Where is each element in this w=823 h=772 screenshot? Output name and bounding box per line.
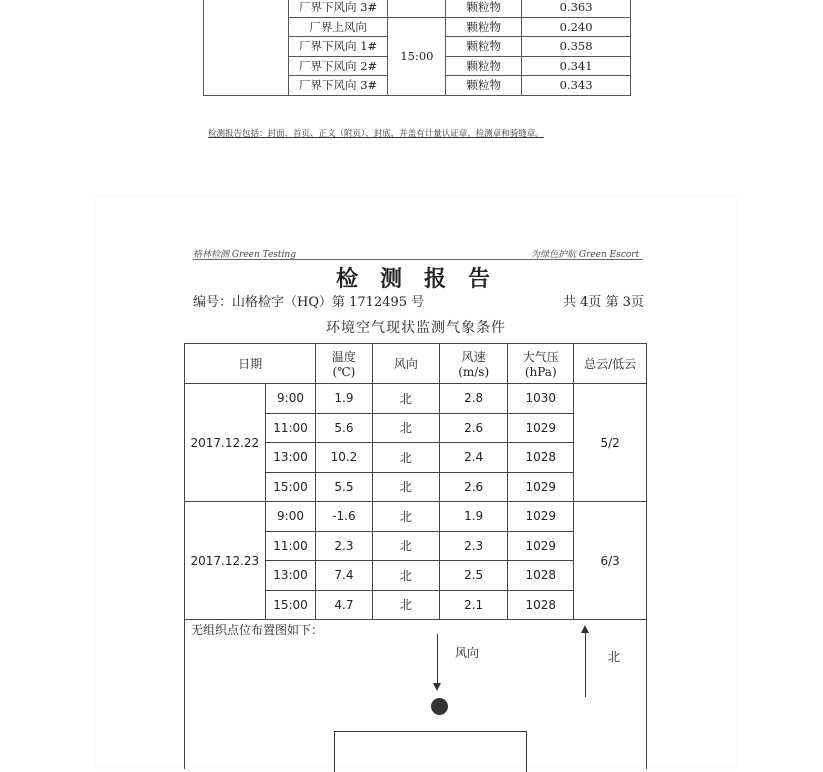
date-cell: 2017.12.23: [185, 502, 266, 620]
speed-cell: 2.5: [440, 561, 508, 591]
cloud-cell: 5/2: [574, 384, 647, 502]
time-cell: 9:00: [265, 502, 316, 532]
table-row: [185, 384, 647, 414]
header-left: 格林检测 Green Testing: [193, 250, 296, 260]
date-cell: 2017.12.22: [185, 384, 266, 502]
speed-cell: 2.8: [440, 384, 508, 414]
dir-cell: 北: [372, 502, 440, 532]
wind-arrow-head-icon: [433, 683, 441, 691]
pressure-cell: 1029: [508, 531, 574, 561]
header-pressure: [508, 344, 574, 384]
pressure-cell: 1029: [508, 413, 574, 443]
time-cell: [388, 0, 446, 17]
time-cell: 11:00: [265, 413, 316, 443]
temp-cell: 1.9: [316, 384, 372, 414]
site-cell: 厂界下风向 2#: [288, 56, 388, 76]
item-cell: 颗粒物: [446, 0, 522, 17]
item-cell: 颗粒物: [446, 76, 522, 96]
dir-cell: 北: [372, 561, 440, 591]
value-cell: 0.363: [522, 0, 631, 17]
item-cell: 颗粒物: [446, 17, 522, 37]
previous-page-fragment: [0, 0, 823, 200]
value-cell: 0.343: [522, 76, 631, 96]
pressure-cell: 1030: [508, 384, 574, 414]
blank-cell: [204, 0, 289, 95]
site-cell: 厂界下风向 3#: [288, 0, 388, 17]
value-cell: 0.240: [522, 17, 631, 37]
site-cell: 厂界上风向: [288, 17, 388, 37]
dir-cell: 北: [372, 590, 440, 620]
temp-cell: 7.4: [316, 561, 372, 591]
pressure-cell: 1028: [508, 443, 574, 473]
time-cell: 13:00: [265, 561, 316, 591]
temp-cell: 5.5: [316, 472, 372, 502]
speed-cell: 2.3: [440, 531, 508, 561]
north-label: 北: [608, 650, 621, 664]
dir-cell: 北: [372, 413, 440, 443]
page-title: 检测报告: [336, 266, 513, 292]
header-temp: [316, 344, 372, 384]
dir-cell: 北: [372, 531, 440, 561]
time-cell: 15:00: [388, 17, 446, 95]
page-number: 共 4页 第 3页: [563, 295, 644, 310]
layout-label: 无组织点位布置图如下：: [191, 623, 324, 637]
header-wind-dir: 风向: [372, 344, 440, 384]
table-row: [185, 502, 647, 532]
header-pressure-label: 大气压: [522, 350, 559, 364]
value-cell: 0.358: [522, 37, 631, 57]
header-temp-label: 温度: [331, 350, 356, 364]
time-cell: 15:00: [265, 472, 316, 502]
header-wind-speed-label: 风速: [461, 350, 486, 364]
speed-cell: 1.9: [440, 502, 508, 532]
wind-arrow-shaft: [437, 634, 438, 688]
report-code: 编号：山格检字（HQ）第 1712495 号: [193, 295, 425, 310]
wind-label: 风向: [455, 646, 480, 660]
temp-cell: -1.6: [316, 502, 372, 532]
factory-outline: [334, 731, 527, 772]
site-cell: 厂界下风向 3#: [288, 76, 388, 96]
report-note: 检测报告包括：封面、首页、正文（附页）、封底，并盖有计量认证章、检测章和骑缝章。: [208, 129, 544, 139]
header-temp-unit: (℃): [332, 365, 356, 379]
header-cloud: 总云/低云: [574, 344, 647, 384]
dir-cell: 北: [372, 472, 440, 502]
table-row: [204, 0, 631, 17]
pressure-cell: 1029: [508, 472, 574, 502]
time-cell: 9:00: [265, 384, 316, 414]
item-cell: 颗粒物: [446, 56, 522, 76]
pressure-cell: 1029: [508, 502, 574, 532]
header-right: 为绿色护航 Green Escort: [531, 250, 640, 260]
north-arrow-shaft: [585, 632, 586, 697]
value-cell: 0.341: [522, 56, 631, 76]
pressure-cell: 1028: [508, 561, 574, 591]
speed-cell: 2.6: [440, 413, 508, 443]
weather-table: [184, 343, 647, 620]
dir-cell: 北: [372, 384, 440, 414]
time-cell: 15:00: [265, 590, 316, 620]
time-cell: 11:00: [265, 531, 316, 561]
speed-cell: 2.6: [440, 472, 508, 502]
header-wind-speed: [440, 344, 508, 384]
temp-cell: 5.6: [316, 413, 372, 443]
section-title: 环境空气现状监测气象条件: [326, 320, 506, 336]
cloud-cell: 6/3: [574, 502, 647, 620]
pressure-cell: 1028: [508, 590, 574, 620]
header-wind-speed-unit: (m/s): [458, 365, 490, 379]
temp-cell: 4.7: [316, 590, 372, 620]
speed-cell: 2.4: [440, 443, 508, 473]
header-divider: [193, 259, 643, 260]
sampling-point-icon: [431, 698, 448, 715]
temp-cell: 2.3: [316, 531, 372, 561]
temp-cell: 10.2: [316, 443, 372, 473]
site-cell: 厂界下风向 1#: [288, 37, 388, 57]
time-cell: 13:00: [265, 443, 316, 473]
header-pressure-unit: (hPa): [524, 365, 557, 379]
particulate-results-table: [203, 0, 631, 96]
header-row: [185, 344, 647, 384]
speed-cell: 2.1: [440, 590, 508, 620]
dir-cell: 北: [372, 443, 440, 473]
item-cell: 颗粒物: [446, 37, 522, 57]
header-date: 日期: [185, 344, 316, 384]
